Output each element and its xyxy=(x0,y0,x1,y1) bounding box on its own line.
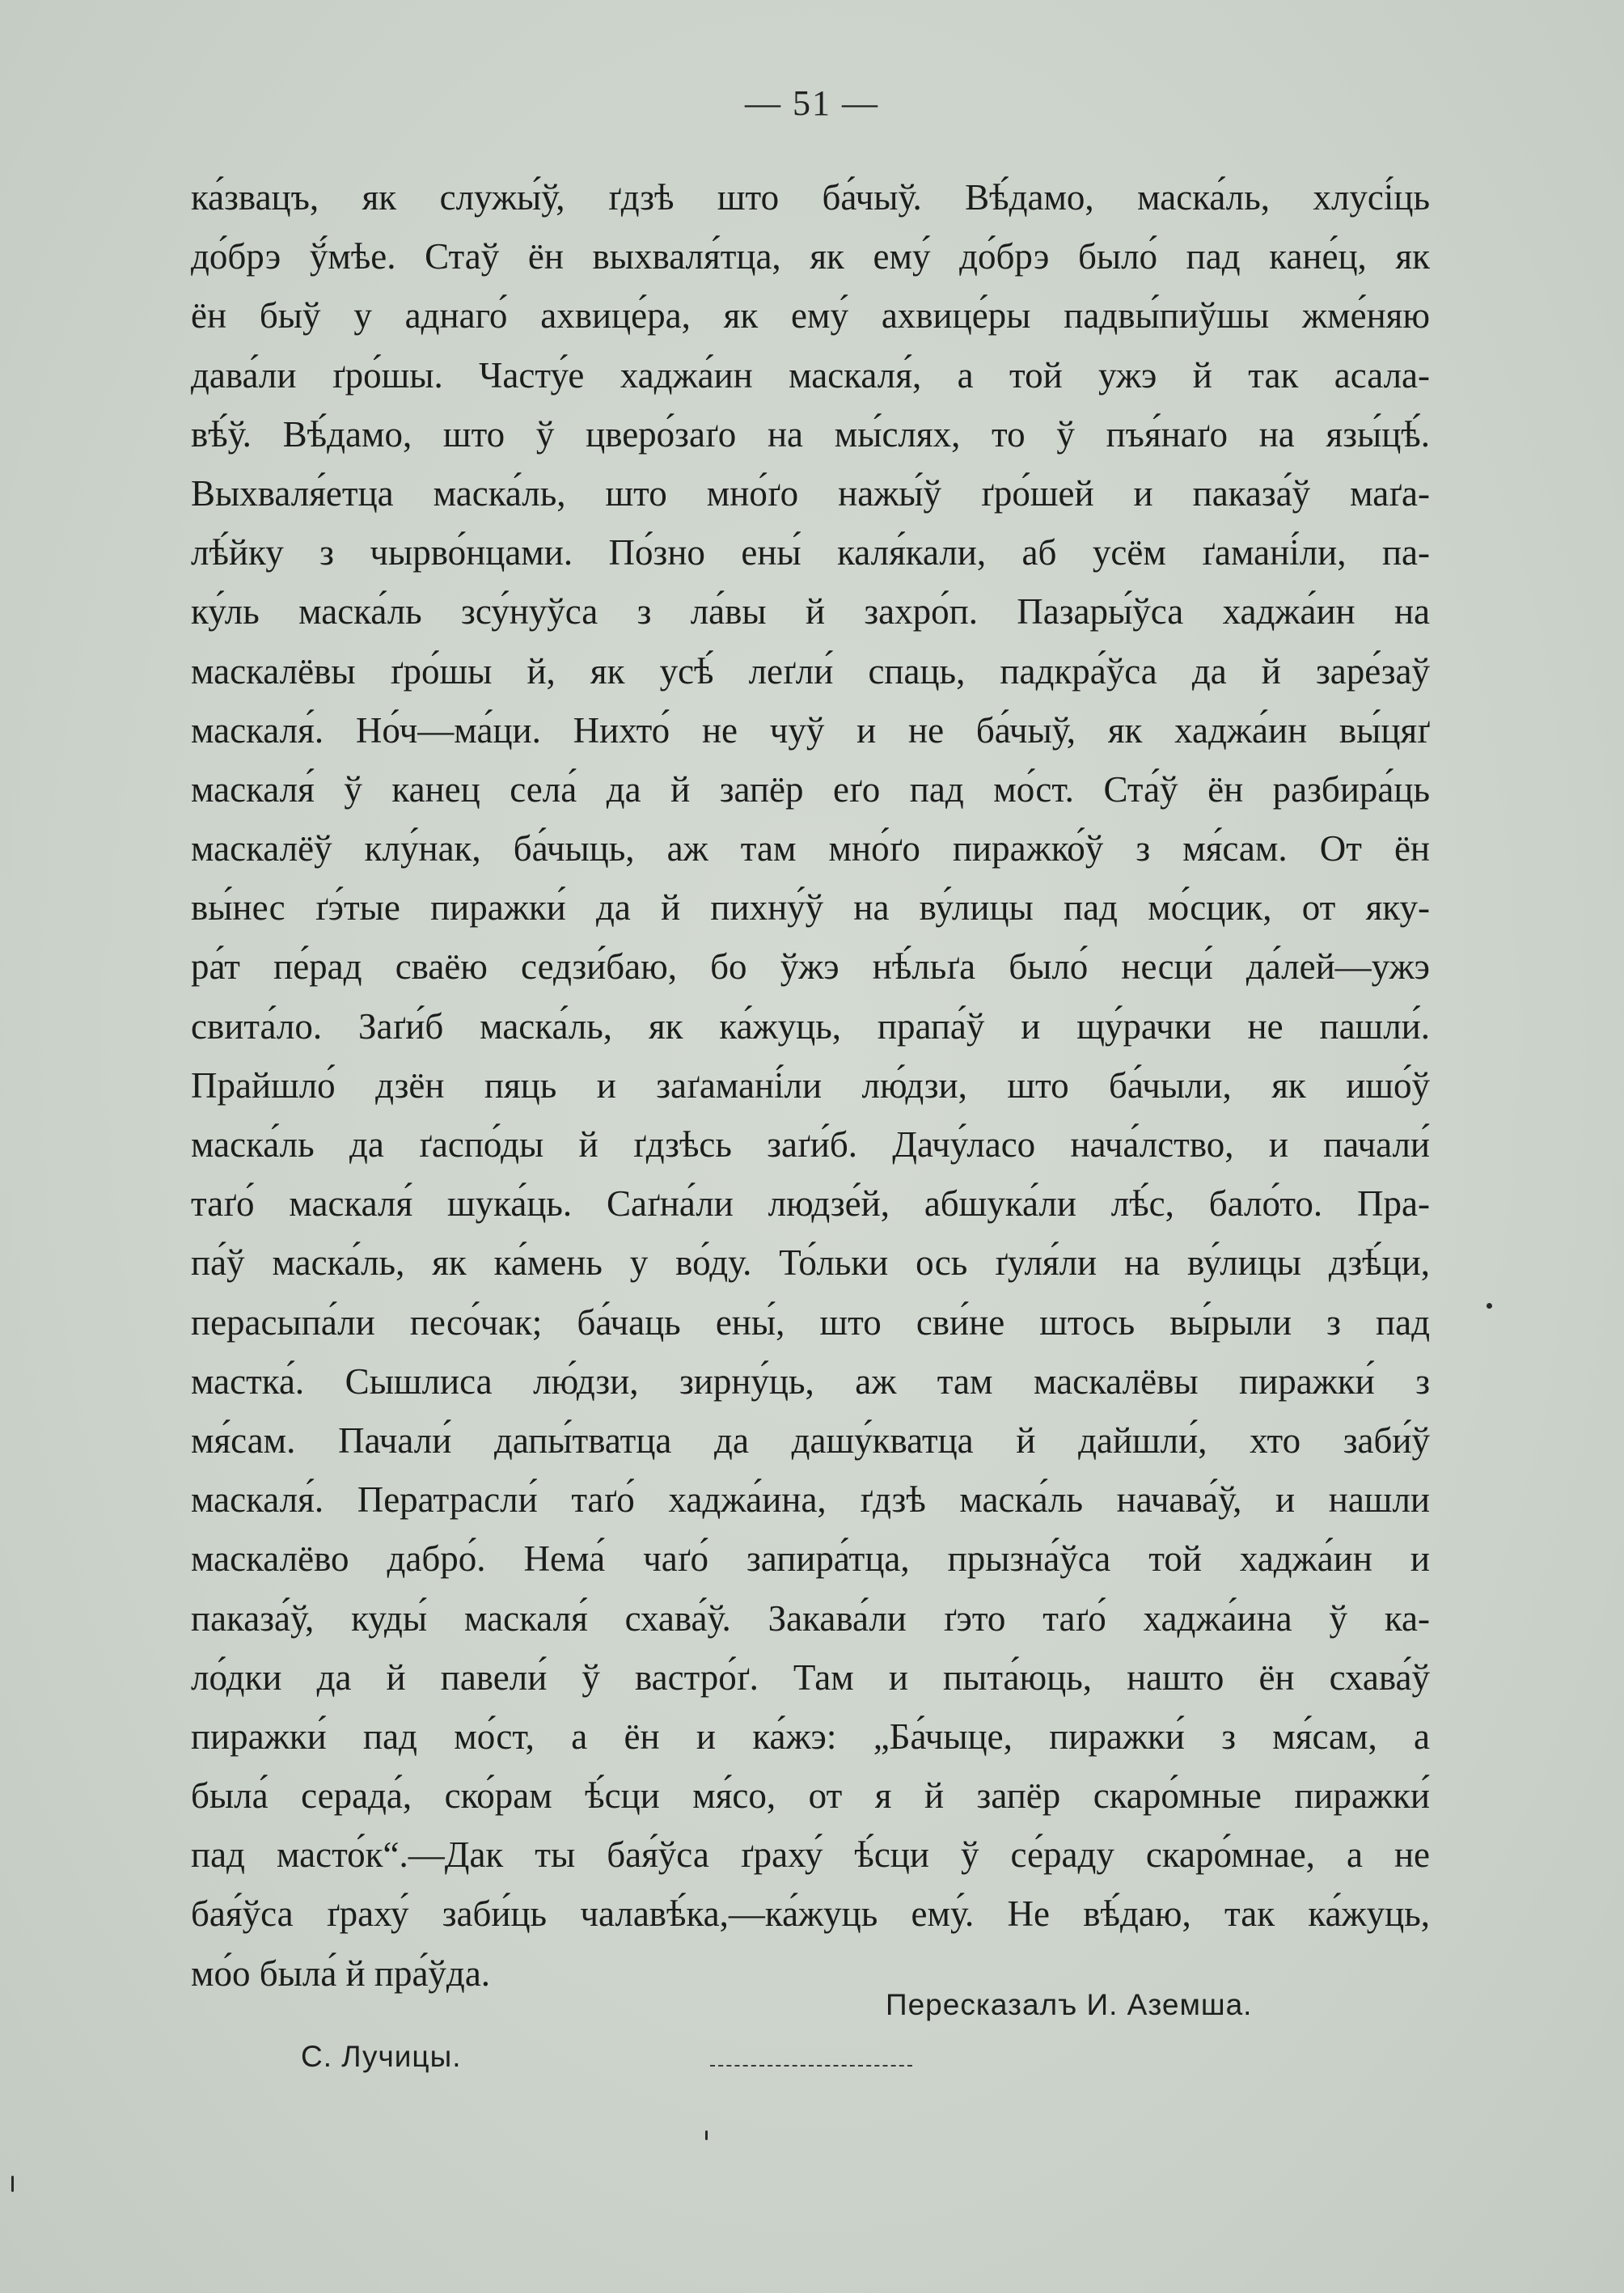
text-line: маскалёво дабро́. Нема́ чаґо́ запира́тца, прызна́ўса той хаджа́ин и xyxy=(191,1538,1430,1580)
text-line: мо́о была́ й пра́ўда. xyxy=(191,1952,491,1994)
text-line: мастка́. Сышлиса лю́дзи, зирну́ць, аж там маскалёвы пиражки́ з xyxy=(191,1360,1430,1402)
text-line: мя́сам. Пачали́ дапы́тватца да дашу́кватца й дайшли́, хто заби́ў xyxy=(191,1419,1430,1461)
text-line: дава́ли ґро́шы. Часту́е хаджа́ин маскаля́, а той ужэ й так асала- xyxy=(191,354,1430,396)
paper-speck xyxy=(705,2130,708,2140)
text-line: пиражки́ пад мо́ст, а ён и ка́жэ: „Ба́чыце, пиражки́ з мя́сам, а xyxy=(191,1716,1430,1757)
text-line: маскаля́ ў канец села́ да й запёр еґо пад мо́ст. Ста́ў ён разбира́ць xyxy=(191,768,1430,810)
text-line: перасыпа́ли песо́чак; ба́чаць ены́, што сви́не штось вы́рыли з пад xyxy=(191,1301,1430,1343)
text-line: маскаля́. Но́ч—ма́ци. Нихто́ не чуў и не ба́чыў, як хаджа́ин вы́цяґ xyxy=(191,709,1430,751)
text-line: таґо́ маскаля́ шука́ць. Саґна́ли людзе́й, абшука́ли лѣ́с, бало́то. Пра- xyxy=(191,1183,1430,1225)
village-name: С. Лучицы. xyxy=(301,2040,462,2073)
text-line: лѣ́йку з чырво́нцами. По́зно ены́ каля́кали, аб усём ґамані́ли, па- xyxy=(191,532,1430,573)
text-line: маскалёў клу́нак, ба́чыць, аж там мно́ґо пиражко́ў з мя́сам. От ён xyxy=(191,828,1430,869)
text-line: бая́ўса ґраху́ заби́ць чалавѣ́ка,—ка́жуць ему́. Не вѣ́даю, так ка́жуць, xyxy=(191,1893,1430,1935)
text-line: свита́ло. Заґи́б маска́ль, як ка́жуць, прапа́ў и щу́рачки не пашли́. xyxy=(191,1005,1430,1047)
page-number: — 51 — xyxy=(745,83,879,123)
text-line: вы́нес ґэ́тые пиражки́ да й пихну́ў на ву́лицы пад мо́сцик, от яку- xyxy=(191,887,1430,929)
text-line: пад масто́к“.—Дак ты бая́ўса ґраху́ ѣ́сци ў се́раду скаро́мнае, а не xyxy=(191,1834,1430,1876)
text-line: ён быў у аднаго́ ахвице́ра, як ему́ ахвице́ры падвы́пиўшы жме́няю xyxy=(191,295,1430,336)
text-line: была́ серада́, ско́рам ѣ́сци мя́со, от я й запёр скаро́мные пиражки́ xyxy=(191,1775,1430,1817)
text-line: ло́дки да й павели́ ў вастро́ґ. Там и пыта́юць, нашто ён схава́ў xyxy=(191,1656,1430,1698)
story-text xyxy=(191,168,1430,2003)
paper-speck xyxy=(1487,1303,1492,1309)
narrator-signature: Пересказалъ И. Аземша. xyxy=(886,1988,1253,2021)
end-rule xyxy=(710,2065,912,2067)
text-line: Прайшло́ дзён пяць и заґамані́ли лю́дзи, што ба́чыли, як ишо́ў xyxy=(191,1064,1430,1106)
text-line: ка́звацъ, як служы́ў, ґдзѣ што ба́чыў. Вѣ́дамо, маска́ль, хлусі́ць xyxy=(191,177,1430,218)
text-line: до́брэ ў́мѣе. Стаў ён выхваля́тца, як ему́ до́брэ было́ пад кане́ц, як xyxy=(191,236,1430,277)
text-line: Выхваля́етца маска́ль, што мно́ґо нажы́ў ґро́шей и паказа́ў маґа- xyxy=(191,472,1430,514)
text-line: ра́т пе́рад сваёю седзи́баю, бо ўжэ нѣ́льґа было́ несци́ да́лей—ужэ xyxy=(191,946,1430,988)
text-line: ку́ль маска́ль зсу́нуўса з ла́вы й захро́п. Пазары́ўса хаджа́ин на xyxy=(191,591,1430,632)
text-line: маска́ль да ґаспо́ды й ґдзѣсь заґи́б. Дачу́ласо нача́лство, и пачали́ xyxy=(191,1124,1430,1165)
text-line: вѣ́ў. Вѣ́дамо, што ў цверо́заґо на мы́слях, то ў пъя́наґо на язы́цѣ́. xyxy=(191,413,1430,455)
text-line: маскаля́. Ператрасли́ таґо́ хаджа́ина, ґдзѣ маска́ль начава́ў, и нашли xyxy=(191,1479,1430,1521)
text-line: паказа́ў, куды́ маскаля́ схава́ў. Закава́ли ґэто таґо́ хаджа́ина ў ка- xyxy=(191,1597,1430,1639)
paper-speck xyxy=(11,2176,14,2192)
text-line: маскалёвы ґро́шы й, як усѣ́ леґли́ спаць, падкра́ўса да й заре́заў xyxy=(191,650,1430,692)
text-line: па́ў маска́ль, як ка́мень у во́ду. То́льки ось ґуля́ли на ву́лицы дзѣ́ци, xyxy=(191,1242,1430,1284)
